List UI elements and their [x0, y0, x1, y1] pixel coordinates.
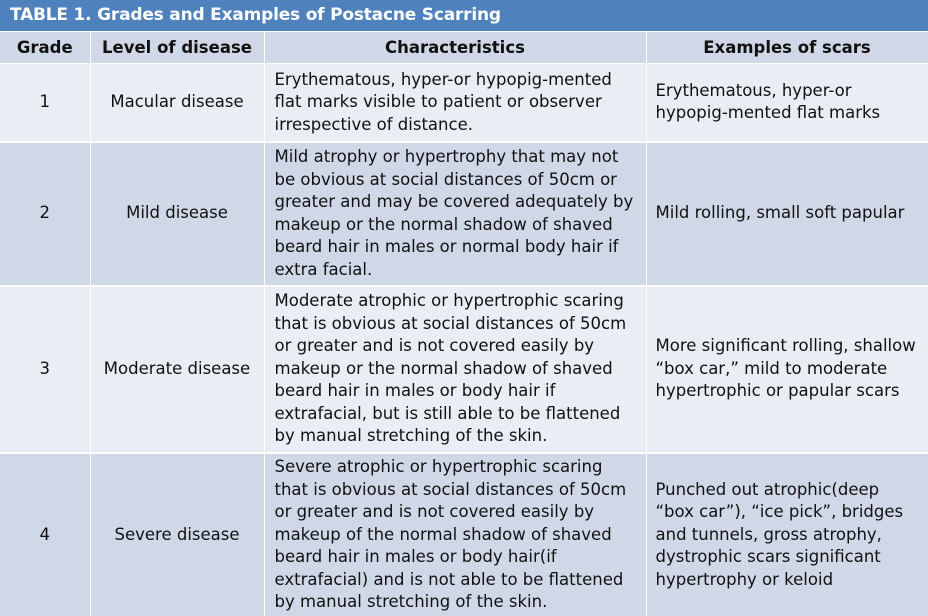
level-cell: Moderate disease	[90, 286, 264, 453]
examples-cell: Punched out atrophic(deep “box car”), “ice pick”, bridges and tunnels, gross atrophy, dystrophic scars significant hypertrophy or keloid	[646, 453, 928, 616]
examples-cell: Erythematous, hyper-or hypopig-mented flat marks	[646, 64, 928, 142]
header-examples: Examples of scars	[646, 32, 928, 64]
level-cell: Severe disease	[90, 453, 264, 616]
characteristics-cell: Mild atrophy or hypertrophy that may not be obvious at social distances of 50cm or greater and may be covered adequately by makeup or the normal shadow of shaved beard hair in males or normal body hair if extra facial.	[264, 142, 646, 286]
characteristics-cell: Severe atrophic or hypertrophic scaring that is obvious at social distances of 50cm or greater and is not covered easily by makeup of the normal shadow of shaved beard hair in males or body hair(if extrafacial) and is not able to be flattened by manual stretching of the skin.	[264, 453, 646, 616]
header-grade: Grade	[0, 32, 90, 64]
table-header-row	[0, 32, 928, 64]
level-cell: Macular disease	[90, 64, 264, 142]
level-cell: Mild disease	[90, 142, 264, 286]
table-row	[0, 453, 928, 616]
table-row	[0, 64, 928, 142]
grade-cell: 3	[0, 286, 90, 453]
examples-cell: Mild rolling, small soft papular	[646, 142, 928, 286]
table-row	[0, 286, 928, 453]
characteristics-cell: Erythematous, hyper-or hypopig-mented flat marks visible to patient or observer irrespective of distance.	[264, 64, 646, 142]
characteristics-cell: Moderate atrophic or hypertrophic scaring that is obvious at social distances of 50cm or greater and is not covered easily by makeup or the normal shadow of shaved beard hair in males or body hair if extrafacial, but is still able to be flattened by manual stretching of the skin.	[264, 286, 646, 453]
header-level: Level of disease	[90, 32, 264, 64]
grade-cell: 4	[0, 453, 90, 616]
table-title: TABLE 1. Grades and Examples of Postacne Scarring	[0, 0, 928, 31]
table-row	[0, 142, 928, 286]
grade-cell: 1	[0, 64, 90, 142]
examples-cell: More significant rolling, shallow “box car,” mild to moderate hypertrophic or papular scars	[646, 286, 928, 453]
header-characteristics: Characteristics	[264, 32, 646, 64]
grade-cell: 2	[0, 142, 90, 286]
scarring-grades-table	[0, 31, 928, 616]
